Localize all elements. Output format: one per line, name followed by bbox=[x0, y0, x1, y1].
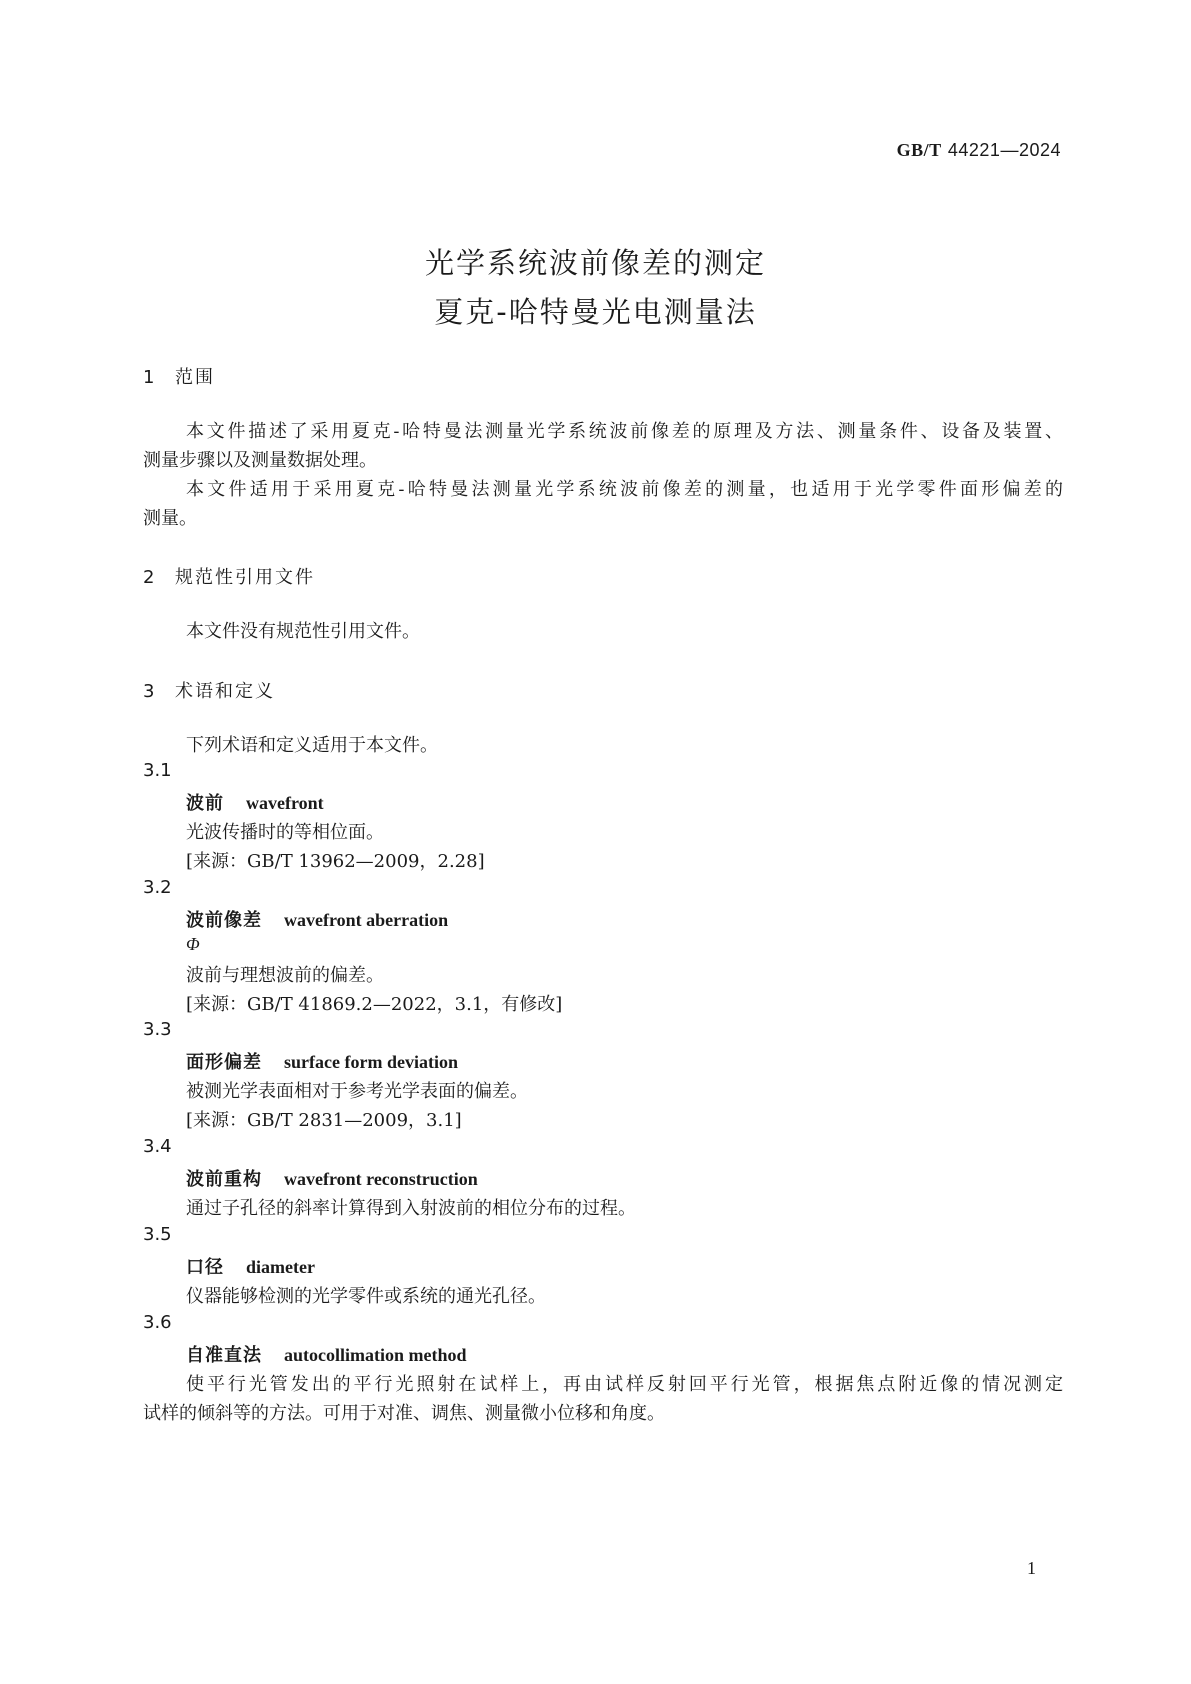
term-symbol: Φ bbox=[186, 934, 200, 954]
section-number: 2 bbox=[143, 567, 155, 588]
term-definition-line2: 试样的倾斜等的方法。可用于对准、调焦、测量微小位移和角度。 bbox=[143, 1403, 665, 1424]
section-number: 3 bbox=[143, 681, 155, 702]
section-heading-terms bbox=[143, 677, 275, 703]
term-definition: 被测光学表面相对于参考光学表面的偏差。 bbox=[186, 1081, 528, 1102]
term-definition: 光波传播时的等相位面。 bbox=[186, 822, 384, 843]
term-source: [来源：GB/T 2831—2009，3.1] bbox=[186, 1110, 462, 1131]
term-number: 3.1 bbox=[143, 760, 172, 781]
scope-paragraph1-line2: 测量步骤以及测量数据处理。 bbox=[143, 450, 377, 471]
term-name-zh: 波前 bbox=[186, 793, 224, 814]
terms-intro: 下列术语和定义适用于本文件。 bbox=[186, 735, 438, 756]
section-title: 范围 bbox=[175, 367, 215, 388]
section-heading-normative-references bbox=[143, 563, 315, 589]
standard-code bbox=[897, 140, 1061, 161]
normative-references-paragraph: 本文件没有规范性引用文件。 bbox=[186, 621, 420, 642]
section-number: 1 bbox=[143, 367, 155, 388]
section-title: 术语和定义 bbox=[175, 681, 275, 702]
document-title-line1: 光学系统波前像差的测定 bbox=[424, 246, 766, 280]
term-name-en: wavefront aberration bbox=[284, 910, 449, 930]
term-definition: 仪器能够检测的光学零件或系统的通光孔径。 bbox=[186, 1286, 546, 1307]
term-number: 3.4 bbox=[143, 1136, 172, 1157]
term-heading bbox=[186, 1048, 458, 1074]
term-name-en: diameter bbox=[246, 1257, 315, 1277]
term-name-en: wavefront reconstruction bbox=[284, 1169, 478, 1189]
page-number: 1 bbox=[1027, 1558, 1036, 1578]
term-definition: 通过子孔径的斜率计算得到入射波前的相位分布的过程。 bbox=[186, 1198, 636, 1219]
term-number: 3.5 bbox=[143, 1224, 172, 1245]
section-title: 规范性引用文件 bbox=[175, 567, 315, 588]
term-heading bbox=[186, 1253, 315, 1279]
term-name-zh: 面形偏差 bbox=[186, 1052, 262, 1073]
term-heading bbox=[186, 906, 448, 932]
term-name-en: autocollimation method bbox=[284, 1345, 467, 1365]
term-heading bbox=[186, 789, 324, 815]
standard-prefix: GB/T bbox=[896, 140, 942, 160]
term-name-zh: 自准直法 bbox=[186, 1345, 262, 1366]
term-heading bbox=[186, 1165, 478, 1191]
section-heading-scope bbox=[143, 363, 215, 389]
term-source: [来源：GB/T 13962—2009，2.28] bbox=[186, 851, 485, 872]
term-definition-line1: 使平行光管发出的平行光照射在试样上，再由试样反射回平行光管，根据焦点附近像的情况测定 bbox=[186, 1374, 1063, 1395]
term-number: 3.2 bbox=[143, 877, 172, 898]
scope-paragraph1-line1: 本文件描述了采用夏克-哈特曼法测量光学系统波前像差的原理及方法、测量条件、设备及装置、 bbox=[186, 421, 1063, 442]
term-name-zh: 波前像差 bbox=[186, 910, 262, 931]
standard-number: 44221—2024 bbox=[947, 140, 1061, 160]
scope-paragraph2-line2: 测量。 bbox=[143, 508, 197, 529]
term-heading bbox=[186, 1341, 467, 1367]
term-name-en: wavefront bbox=[246, 793, 324, 813]
term-name-zh: 口径 bbox=[186, 1257, 224, 1278]
term-number: 3.3 bbox=[143, 1019, 172, 1040]
term-source: [来源：GB/T 41869.2—2022，3.1，有修改] bbox=[186, 994, 563, 1015]
term-number: 3.6 bbox=[143, 1312, 172, 1333]
document-title-line2: 夏克-哈特曼光电测量法 bbox=[434, 295, 757, 329]
term-name-zh: 波前重构 bbox=[186, 1169, 262, 1190]
term-name-en: surface form deviation bbox=[284, 1052, 458, 1072]
term-definition: 波前与理想波前的偏差。 bbox=[186, 965, 384, 986]
scope-paragraph2-line1: 本文件适用于采用夏克-哈特曼法测量光学系统波前像差的测量，也适用于光学零件面形偏差的 bbox=[186, 479, 1063, 500]
